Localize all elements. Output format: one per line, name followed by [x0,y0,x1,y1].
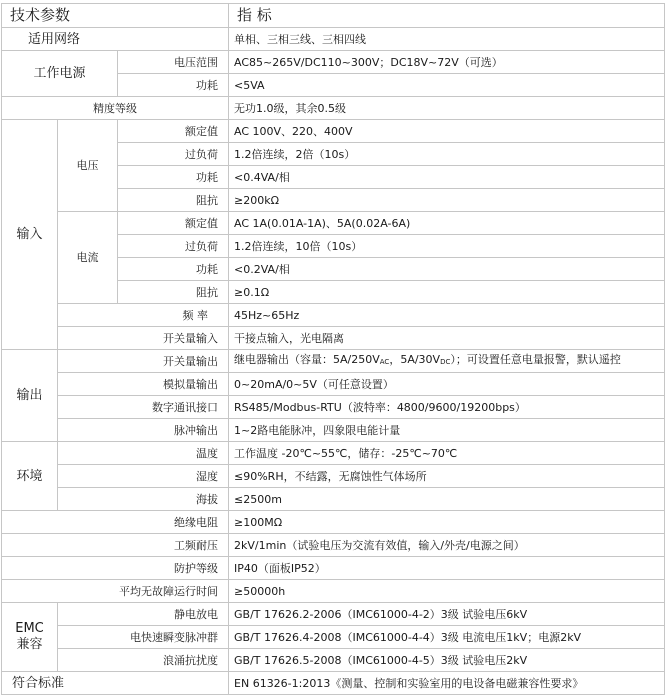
compliance-value: EN 61326-1:2013《测量、控制和实验室用的电设备电磁兼容性要求》 [229,672,665,695]
input-voltage-overload-value: 1.2倍连续，2倍（10s） [229,143,665,166]
input-frequency-row [2,304,665,327]
output-analog-value: 0~20mA/0~5V（可任意设置） [229,373,665,396]
header-param: 技术参数 [2,4,229,28]
emc-surge-row [2,649,665,672]
input-current-rated-value: AC 1A(0.01A-1A)、5A(0.02A-6A) [229,212,665,235]
input-voltage-power-value: <0.4VA/相 [229,166,665,189]
input-voltage-impedance-label: 阻抗 [118,189,229,212]
input-voltage-label: 电压 [58,120,118,212]
power-label: 工作电源 [2,51,118,97]
protection-row [2,557,665,580]
input-current-rated-label: 额定值 [118,212,229,235]
accuracy-label: 精度等级 [2,97,229,120]
env-humidity-label: 湿度 [58,465,229,488]
emc-surge-value: GB/T 17626.5-2008（IMC61000-4-5）3级 试验电压2kV [229,649,665,672]
emc-label: EMC 兼容 [2,603,58,672]
input-current-overload-value: 1.2倍连续，10倍（10s） [229,235,665,258]
input-current-power-value: <0.2VA/相 [229,258,665,281]
insulation-label: 绝缘电阻 [2,511,229,534]
network-value: 单相、三相三线、三相四线 [229,28,665,51]
withstand-value: 2kV/1min（试验电压为交流有效值，输入/外壳/电源之间） [229,534,665,557]
accuracy-value: 无功1.0级，其余0.5级 [229,97,665,120]
env-temp-row [2,442,665,465]
withstand-row [2,534,665,557]
output-pulse-label: 脉冲输出 [58,419,229,442]
input-voltage-power-label: 功耗 [118,166,229,189]
input-current-label: 电流 [58,212,118,304]
input-frequency-value: 45Hz~65Hz [229,304,665,327]
emc-esd-value: GB/T 17626.2-2006（IMC61000-4-2）3级 试验电压6kV [229,603,665,626]
output-comm-row [2,396,665,419]
input-frequency-label: 频 率 [58,304,229,327]
withstand-label: 工频耐压 [2,534,229,557]
network-label: 适用网络 [2,28,229,51]
emc-esd-label: 静电放电 [58,603,229,626]
input-current-rated-row [2,212,665,235]
emc-eft-label: 电快速瞬变脉冲群 [58,626,229,649]
input-switch-row [2,327,665,350]
environment-label: 环境 [2,442,58,511]
input-switch-label: 开关量输入 [58,327,229,350]
input-voltage-overload-label: 过负荷 [118,143,229,166]
emc-eft-row [2,626,665,649]
output-label: 输出 [2,350,58,442]
input-voltage-rated-label: 额定值 [118,120,229,143]
output-switch-label: 开关量输出 [58,350,229,373]
emc-surge-label: 浪涌抗扰度 [58,649,229,672]
protection-value: IP40（面板IP52） [229,557,665,580]
env-temp-value: 工作温度 -20℃~55℃，储存：-25℃~70℃ [229,442,665,465]
power-consumption-value: <5VA [229,74,665,97]
env-altitude-label: 海拔 [58,488,229,511]
input-current-impedance-value: ≥0.1Ω [229,281,665,304]
input-switch-value: 干接点输入，光电隔离 [229,327,665,350]
input-current-power-label: 功耗 [118,258,229,281]
output-pulse-value: 1~2路电能脉冲，四象限电能计量 [229,419,665,442]
power-voltage-label: 电压范围 [118,51,229,74]
env-humidity-value: ≤90%RH，不结露，无腐蚀性气体场所 [229,465,665,488]
compliance-label: 符合标准 [2,672,229,695]
network-row [2,28,665,51]
header-spec: 指 标 [229,4,665,28]
insulation-row [2,511,665,534]
mtbf-label: 平均无故障运行时间 [2,580,229,603]
output-switch-row [2,350,665,373]
mtbf-value: ≥50000h [229,580,665,603]
power-voltage-value: AC85~265V/DC110~300V；DC18V~72V（可选） [229,51,665,74]
output-pulse-row [2,419,665,442]
input-voltage-rated-row [2,120,665,143]
protection-label: 防护等级 [2,557,229,580]
env-altitude-value: ≤2500m [229,488,665,511]
env-altitude-row [2,488,665,511]
output-analog-label: 模拟量输出 [58,373,229,396]
insulation-value: ≥100MΩ [229,511,665,534]
power-consumption-label: 功耗 [118,74,229,97]
input-current-overload-label: 过负荷 [118,235,229,258]
output-comm-value: RS485/Modbus-RTU（波特率：4800/9600/19200bps） [229,396,665,419]
output-switch-value: 继电器输出（容量：5A/250VAC，5A/30VDC）；可设置任意电量报警，默认遥控 [229,350,665,373]
spec-table [1,3,665,695]
emc-esd-row [2,603,665,626]
mtbf-row [2,580,665,603]
input-current-impedance-label: 阻抗 [118,281,229,304]
output-comm-label: 数字通讯接口 [58,396,229,419]
compliance-row [2,672,665,695]
input-voltage-rated-value: AC 100V、220、400V [229,120,665,143]
env-humidity-row [2,465,665,488]
input-voltage-impedance-value: ≥200kΩ [229,189,665,212]
input-label: 输入 [2,120,58,350]
accuracy-row [2,97,665,120]
power-voltage-row [2,51,665,74]
output-analog-row [2,373,665,396]
emc-eft-value: GB/T 17626.4-2008（IMC61000-4-4）3级 电流电压1kV；电源2kV [229,626,665,649]
env-temp-label: 温度 [58,442,229,465]
header-row [2,4,665,28]
